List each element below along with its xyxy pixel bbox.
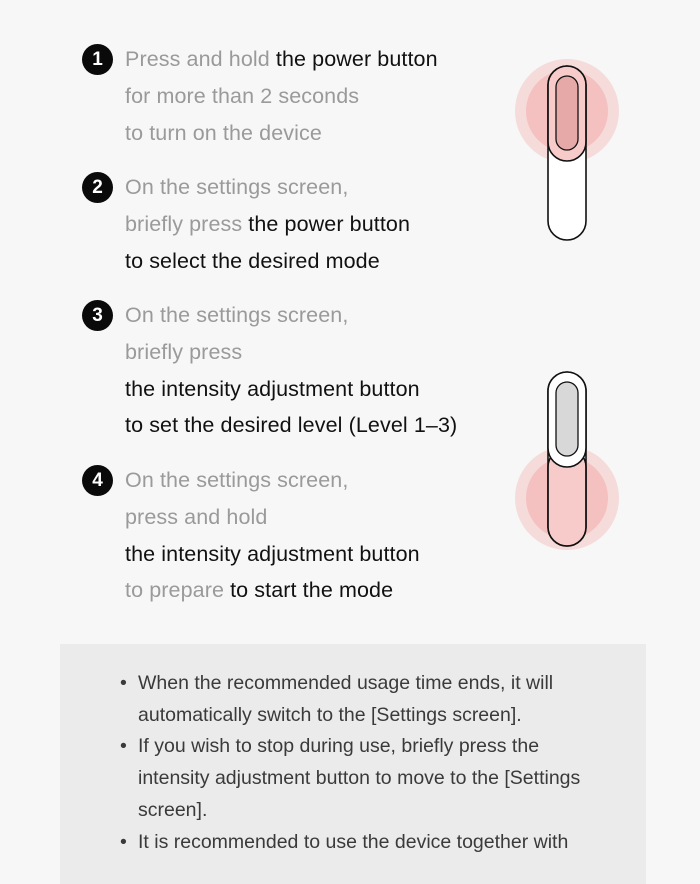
step-text-strong: to set the desired level (Level 1–3) [125, 413, 458, 438]
step-text-muted: briefly press [125, 211, 249, 236]
step-number-badge: 3 [82, 300, 113, 331]
step-line [125, 334, 457, 371]
step-text-strong: the power button [248, 211, 411, 236]
notes-box [60, 644, 646, 884]
note-text: It is recommended to use the device together with [138, 830, 569, 853]
step-text-muted: briefly press [125, 339, 243, 364]
step-text-strong: the intensity adjustment button [125, 376, 420, 401]
device-power-button-highlight-icon [510, 58, 625, 248]
step-number-badge: 2 [82, 172, 113, 203]
step-line [125, 371, 457, 408]
step-text-strong: to start the mode [230, 578, 394, 603]
step-line [125, 78, 438, 115]
step-line [125, 169, 410, 206]
step-text-muted: Press and hold [125, 47, 276, 71]
step-line [125, 462, 420, 499]
step-line [125, 115, 438, 152]
step-line [125, 41, 438, 78]
bullet-icon: • [120, 735, 127, 758]
step-text-muted: On the settings screen, [125, 468, 349, 492]
list-item [120, 827, 600, 859]
step-text [125, 169, 410, 279]
step-text-muted: to turn on the device [125, 120, 322, 145]
step-text-muted: press and hold [125, 504, 268, 529]
step-text-strong: the intensity adjustment button [125, 541, 420, 566]
step-text [125, 462, 420, 609]
notes-list [120, 668, 600, 858]
step-number-badge: 4 [82, 465, 113, 496]
step-number-badge: 1 [82, 44, 113, 75]
step-text-muted: On the settings screen, [125, 303, 349, 327]
bullet-icon: • [120, 830, 127, 853]
step-text-muted: to prepare [125, 578, 231, 603]
step-text [125, 297, 457, 444]
step-text [125, 41, 438, 151]
note-text: If you wish to stop during use, briefly press the intensity adjustment button to move to the [Settings screen]. [138, 735, 581, 821]
step-text-strong: to select the desired mode [125, 248, 380, 273]
step-line [125, 536, 420, 573]
step-line [125, 206, 410, 243]
step-text-strong: the power button [275, 47, 438, 71]
step-text-muted: for more than 2 seconds [125, 83, 360, 108]
note-text: When the recommended usage time ends, it will automatically switch to the [Settings screen]. [138, 672, 554, 726]
list-item [120, 731, 600, 826]
step-line [125, 572, 420, 609]
bullet-icon: • [120, 672, 127, 694]
step-text-muted: On the settings screen, [125, 175, 349, 199]
step-line [125, 297, 457, 334]
step-line [125, 499, 420, 536]
list-item [120, 668, 600, 731]
step-line [125, 243, 410, 280]
device-intensity-button-highlight-icon [510, 364, 625, 554]
step-line [125, 407, 457, 444]
